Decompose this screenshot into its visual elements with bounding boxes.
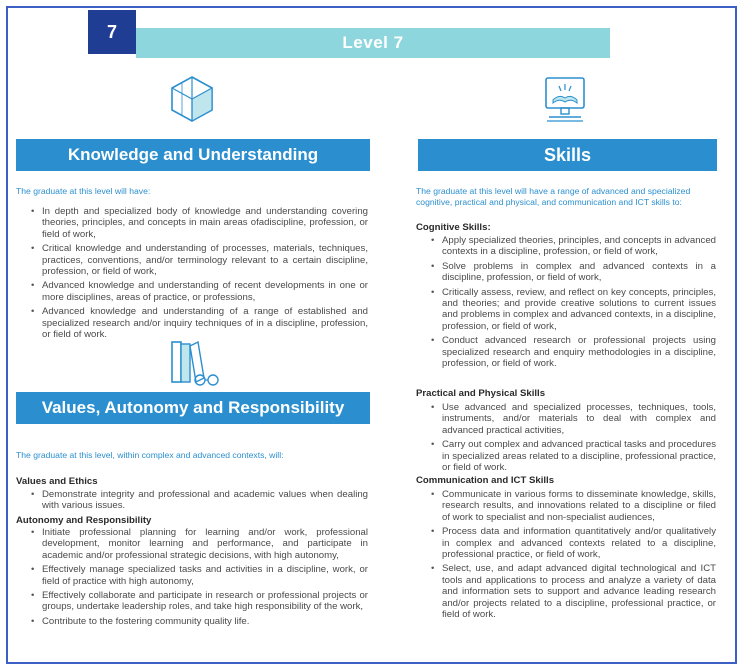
knowledge-list — [28, 206, 368, 343]
list-item: • Conduct advanced research or professional projects using specialized research and enquiry methodologies in a discipline, profession, or field of work. — [428, 335, 716, 369]
list-item: • Critically assess, review, and reflect on key concepts, principles, and theories; and provide creative solutions to current issues and problems in complex and advanced contexts, in a discipline, profession, or field of work, — [428, 287, 716, 333]
books-glasses-icon — [168, 338, 220, 388]
list-item: • In depth and specialized body of knowledge and understanding covering theories, principles, and concepts in main areas ofadiscipline, profession, or field of work, — [28, 206, 368, 240]
skills-banner: Skills — [418, 139, 717, 171]
communication-heading: Communication and ICT Skills — [416, 475, 555, 486]
list-item: • Effectively collaborate and participate in research or professional projects or groups, undertake leadership roles, and take high responsibility of the work, — [28, 590, 368, 613]
cube-icon — [168, 74, 216, 124]
list-item: • Communicate in various forms to disseminate knowledge, skills, research results, and innovations related to a discipline or filed of work to specialist and non-specialist audiences, — [428, 489, 716, 523]
values-ethics-heading: Values and Ethics — [16, 476, 98, 487]
ethics-list — [28, 489, 368, 515]
computer-icon — [541, 74, 589, 124]
list-item: • Apply specialized theories, principles, and concepts in advanced contexts in a discipline, profession, or field of work, — [428, 235, 716, 258]
values-intro: The graduate at this level, within complex and advanced contexts, will: — [16, 450, 284, 460]
cognitive-list — [428, 235, 716, 372]
level-number: 7 — [88, 10, 136, 54]
practical-list — [428, 402, 716, 476]
list-item: • Effectively manage specialized tasks and activities in a discipline, work, or field of practice with high autonomy, — [28, 564, 368, 587]
list-item: • Select, use, and adapt advanced digital technological and ICT tools and applications to process and analyze a variety of data and information sets to support and advance leading research and/or projects related to a discipline, professional practice, or field of work. — [428, 563, 716, 620]
skills-intro: The graduate at this level will have a range of advanced and specialized cognitive, practical and physical, and communication and ICT skills to: — [416, 186, 691, 207]
list-item: • Advanced knowledge and understanding of a range of established and specialized research and/or inquiry techniques of in a discipline, profession, or field of work. — [28, 306, 368, 340]
list-item: • Carry out complex and advanced practical tasks and procedures in specialized areas related to a discipline, professional practice, or field of work. — [428, 439, 716, 473]
list-item: • Process data and information quantitatively and/or qualitatively in complex and advanced contexts related to a discipline, professional practice, or field of work, — [428, 526, 716, 560]
autonomy-heading: Autonomy and Responsibility — [16, 515, 152, 526]
practical-heading: Practical and Physical Skills — [416, 388, 546, 399]
list-item: • Contribute to the fostering community quality life. — [28, 616, 368, 627]
communication-list — [428, 489, 716, 623]
list-item: • Solve problems in complex and advanced contexts in a discipline, profession, or field of work, — [428, 261, 716, 284]
knowledge-banner: Knowledge and Understanding — [16, 139, 370, 171]
list-item: • Advanced knowledge and understanding of recent developments in one or more disciplines, areas of practice, or professions, — [28, 280, 368, 303]
autonomy-list — [28, 527, 368, 630]
list-item: • Use advanced and specialized processes, techniques, tools, instruments, and/or materials to deal with complex and advanced practical activities, — [428, 402, 716, 436]
values-banner: Values, Autonomy and Responsibility — [16, 392, 370, 424]
level-title: Level 7 — [136, 28, 610, 58]
list-item: • Critical knowledge and understanding of processes, materials, techniques, practices, conventions, and/or terminology relevant to a certain discipline, profession, or field of work, — [28, 243, 368, 277]
knowledge-intro: The graduate at this level will have: — [16, 186, 151, 196]
list-item: • Initiate professional planning for learning and/or work, professional development, monitor learning and performance, and participate in academic and/or professional strategic decisions, with high autonomy, — [28, 527, 368, 561]
list-item: • Demonstrate integrity and professional and academic values when dealing with various issues. — [28, 489, 368, 512]
cognitive-heading: Cognitive Skills: — [416, 222, 491, 233]
